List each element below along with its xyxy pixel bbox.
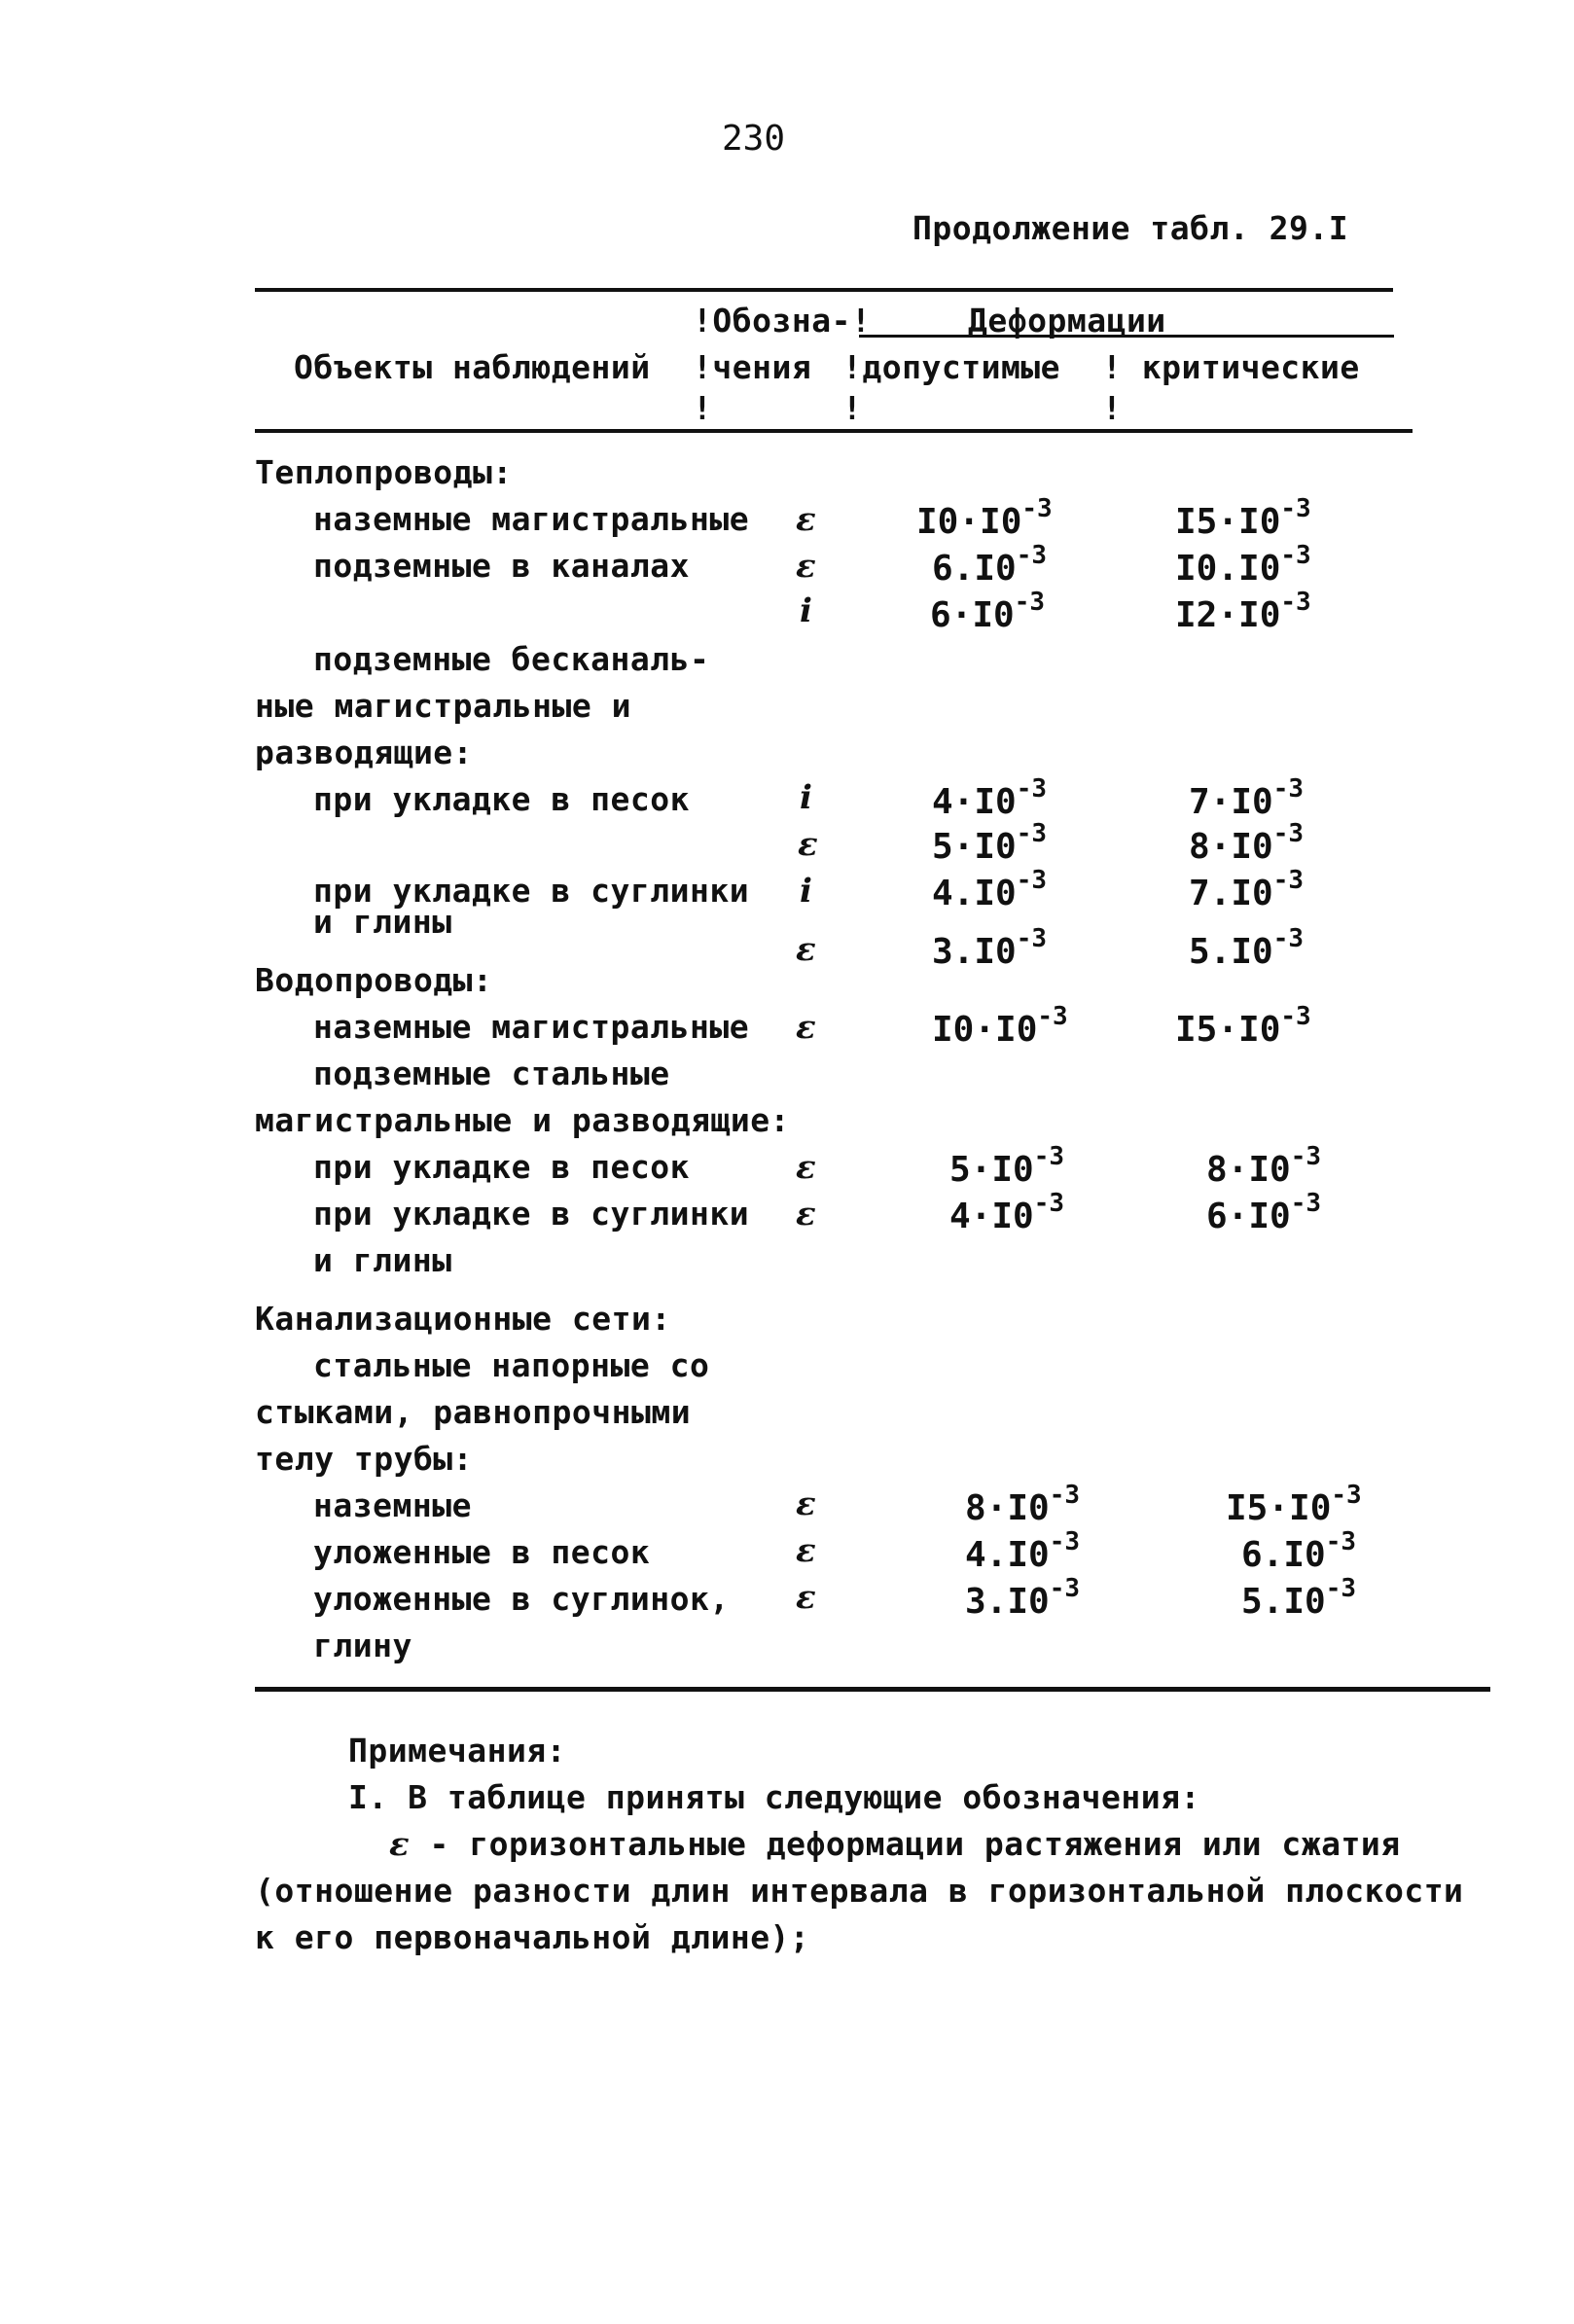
row-permissible: $8\cdot I0^{-3}$ xyxy=(965,1481,1081,1528)
row-permissible: $3.I0^{-3}$ xyxy=(932,924,1048,972)
table-bottom-rule xyxy=(255,1687,1490,1692)
row-label: и глины xyxy=(313,1241,452,1279)
row-symbol: ε xyxy=(796,1484,816,1523)
row-critical: $8\cdot I0^{-3}$ xyxy=(1206,1142,1322,1190)
row-symbol: ε xyxy=(796,1148,816,1187)
notes-title: Примечания: xyxy=(348,1732,567,1770)
row-label: при укладке в суглинки xyxy=(313,1195,750,1233)
row-permissible: $6\cdot I0^{-3}$ xyxy=(930,588,1046,635)
row-critical: $8\cdot I0^{-3}$ xyxy=(1189,819,1305,867)
row-label: разводящие: xyxy=(255,733,474,771)
row-critical: $I0.I0^{-3}$ xyxy=(1175,541,1311,589)
row-label: ные магистральные и xyxy=(255,687,631,725)
notes-line: к его первоначальной длине); xyxy=(255,1918,810,1956)
header-col-critical: ! критические xyxy=(1102,348,1360,386)
row-permissible: $4.I0^{-3}$ xyxy=(932,866,1048,913)
row-symbol: ε xyxy=(796,1195,816,1234)
row-label: магистральные и разводящие: xyxy=(255,1101,790,1139)
row-label: глину xyxy=(313,1627,412,1664)
row-label: уложенные в суглинок, xyxy=(313,1580,730,1618)
row-permissible: $I0\cdot I0^{-3}$ xyxy=(916,494,1053,542)
row-label: при укладке в суглинки xyxy=(313,872,750,910)
notes-line: I. В таблице приняты следующие обозначения: xyxy=(348,1778,1200,1816)
notes-line: (отношение разности длин интервала в горизонтальной плоскости xyxy=(255,1872,1464,1910)
row-symbol: i xyxy=(800,778,812,817)
row-label: уложенные в песок xyxy=(313,1533,651,1571)
header-col2-line2: !чения xyxy=(693,348,812,386)
row-permissible: $4.I0^{-3}$ xyxy=(965,1527,1081,1575)
row-label: стыками, равнопрочными xyxy=(255,1393,692,1431)
row-label: при укладке в песок xyxy=(313,1148,690,1186)
page-number: 230 xyxy=(722,119,786,159)
table-continuation-caption: Продолжение табл. 29.I xyxy=(912,209,1349,247)
section-water-pipelines: Водопроводы: xyxy=(255,961,493,999)
row-label: наземные xyxy=(313,1486,472,1524)
table-top-rule xyxy=(255,288,1393,292)
row-permissible: $5\cdot I0^{-3}$ xyxy=(932,819,1048,867)
row-symbol: ε xyxy=(796,547,816,586)
header-separator: ! xyxy=(693,389,713,427)
row-permissible: $5\cdot I0^{-3}$ xyxy=(949,1142,1065,1190)
header-col-objects: Объекты наблюдений xyxy=(294,348,651,386)
section-heat-pipelines: Теплопроводы: xyxy=(255,453,513,491)
row-critical: $5.I0^{-3}$ xyxy=(1241,1574,1357,1622)
row-label: и глины xyxy=(313,903,452,941)
row-symbol: ε xyxy=(798,825,818,864)
row-critical: $6.I0^{-3}$ xyxy=(1241,1527,1357,1575)
row-label: подземные в каналах xyxy=(313,547,690,585)
row-critical: $7\cdot I0^{-3}$ xyxy=(1189,774,1305,822)
header-separator: ! xyxy=(1102,389,1123,427)
row-label: наземные магистральные xyxy=(313,1008,750,1046)
header-col2-line1: !Обозна-! xyxy=(693,302,872,340)
section-sewer-networks: Канализационные сети: xyxy=(255,1300,671,1338)
row-critical: $7.I0^{-3}$ xyxy=(1189,866,1305,913)
row-symbol: ε xyxy=(796,1531,816,1570)
row-symbol: ε xyxy=(796,1008,816,1047)
notes-line: ε - горизонтальные деформации растяжения или сжатия xyxy=(389,1825,1401,1864)
row-symbol: i xyxy=(800,872,812,911)
row-critical: $I2\cdot I0^{-3}$ xyxy=(1175,588,1311,635)
row-critical: $I5\cdot I0^{-3}$ xyxy=(1175,494,1311,542)
header-bottom-rule xyxy=(255,429,1413,433)
row-symbol: ε xyxy=(796,930,816,969)
header-group-deformations: Деформации xyxy=(968,302,1166,340)
row-permissible: $6.I0^{-3}$ xyxy=(932,541,1048,589)
row-critical: $6\cdot I0^{-3}$ xyxy=(1206,1189,1322,1236)
row-permissible: $4\cdot I0^{-3}$ xyxy=(932,774,1048,822)
row-label: наземные магистральные xyxy=(313,500,750,538)
row-critical: $5.I0^{-3}$ xyxy=(1189,924,1305,972)
row-critical: $I5\cdot I0^{-3}$ xyxy=(1175,1002,1311,1050)
header-separator: ! xyxy=(842,389,863,427)
row-permissible: $4\cdot I0^{-3}$ xyxy=(949,1189,1065,1236)
row-label: подземные стальные xyxy=(313,1055,670,1092)
header-col-permissible: !допустимые xyxy=(842,348,1061,386)
row-symbol: ε xyxy=(796,1578,816,1617)
row-label: телу трубы: xyxy=(255,1440,474,1478)
row-label: подземные бесканаль- xyxy=(313,640,710,678)
row-symbol: ε xyxy=(796,500,816,539)
row-permissible: $3.I0^{-3}$ xyxy=(965,1574,1081,1622)
row-permissible: $I0\cdot I0^{-3}$ xyxy=(932,1002,1068,1050)
row-critical: $I5\cdot I0^{-3}$ xyxy=(1226,1481,1362,1528)
row-symbol: i xyxy=(800,591,812,630)
row-label: при укладке в песок xyxy=(313,780,690,818)
row-label: стальные напорные со xyxy=(313,1346,710,1384)
